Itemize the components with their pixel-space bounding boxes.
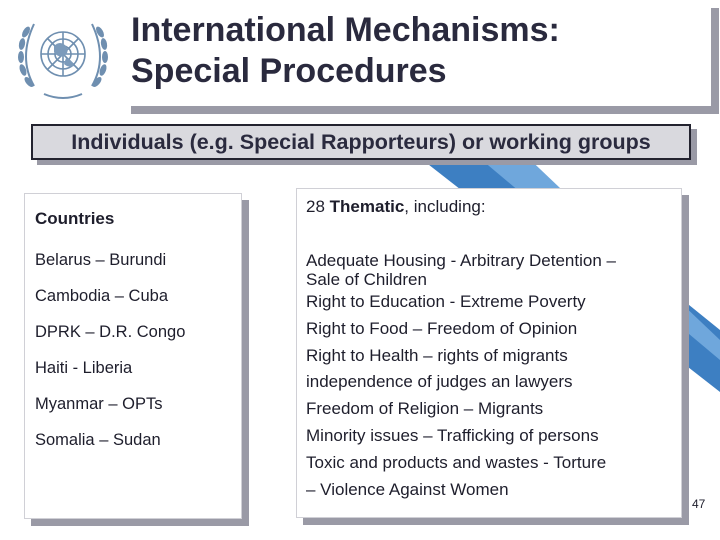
thematic-item: independence of judges an lawyers (306, 372, 573, 392)
country-item: DPRK – D.R. Congo (35, 323, 186, 341)
subtitle-band-text: Individuals (e.g. Special Rapporteurs) or working groups (71, 129, 651, 154)
thematic-heading (306, 197, 681, 217)
thematic-item: Right to Health – rights of migrants (306, 345, 568, 365)
subtitle-band (31, 124, 691, 160)
thematic-bold: Thematic (329, 197, 405, 216)
thematic-rest: , including: (404, 197, 486, 216)
thematic-item: Minority issues – Trafficking of persons (306, 425, 599, 445)
country-item: Myanmar – OPTs (35, 395, 163, 413)
title-box (123, 0, 711, 106)
country-item: Belarus – Burundi (35, 251, 167, 269)
thematic-count: 28 (306, 197, 325, 216)
thematic-item: Right to Education - Extreme Poverty (306, 292, 586, 311)
thematic-panel (296, 188, 682, 518)
thematic-item: Right to Food – Freedom of Opinion (306, 318, 578, 338)
thematic-item: – Violence Against Women (306, 479, 509, 499)
country-item: Cambodia – Cuba (35, 287, 168, 305)
countries-heading: Countries (35, 209, 115, 228)
country-item: Haiti - Liberia (35, 359, 133, 377)
thematic-item: Adequate Housing - Arbitrary Detention – (306, 251, 616, 270)
thematic-item: Toxic and products and wastes - Torture (306, 452, 607, 472)
thematic-item: Freedom of Religion – Migrants (306, 399, 544, 419)
page-title-line-1: International Mechanisms: (131, 11, 560, 49)
thematic-item: Sale of Children (306, 270, 427, 289)
un-emblem-icon (4, 2, 122, 114)
page-number: 47 (692, 497, 706, 511)
page-title-line-2: Special Procedures (131, 52, 447, 90)
country-item: Somalia – Sudan (35, 431, 161, 449)
countries-panel (24, 193, 242, 519)
